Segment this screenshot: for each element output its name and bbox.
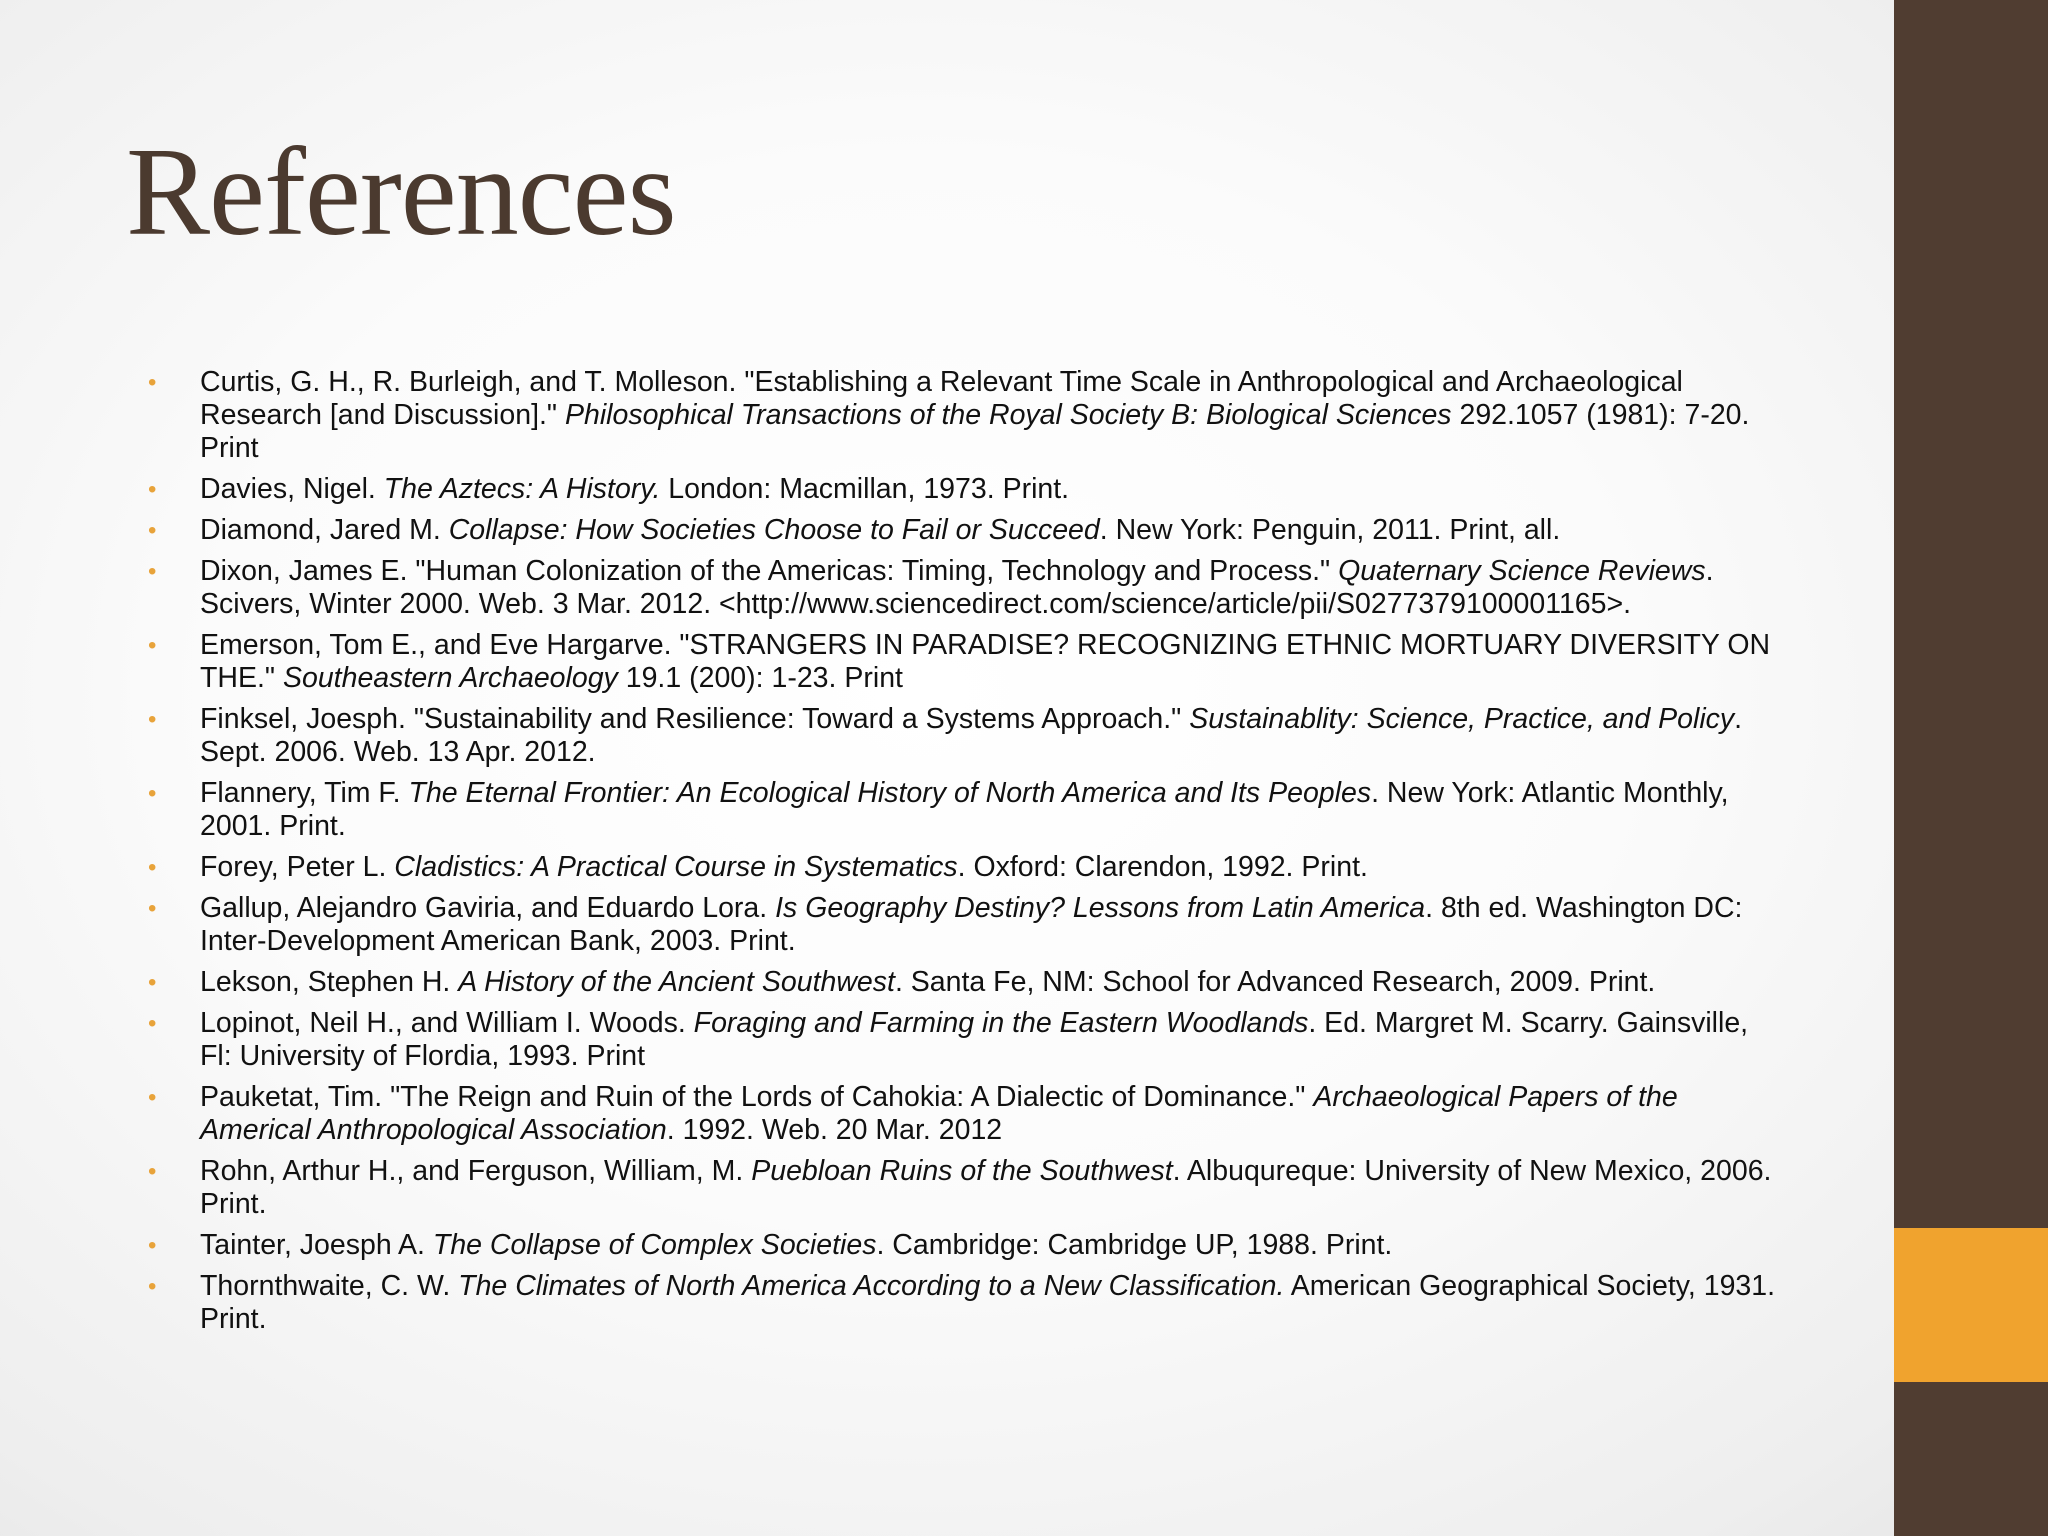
- bullet-icon: •: [148, 895, 157, 922]
- bullet-icon: •: [148, 706, 157, 733]
- reference-text: Curtis, G. H., R. Burleigh, and T. Molleson. "Establishing a Relevant Time Scale in Anthropological and Archaeological Research [and Discussion].": [200, 366, 1683, 431]
- reference-source-title: Southeastern Archaeology: [282, 662, 618, 694]
- reference-source-title: The Collapse of Complex Societies: [432, 1229, 877, 1261]
- reference-source-title: Foraging and Farming in the Eastern Woodlands: [693, 1007, 1309, 1039]
- reference-details: . Scivers, Winter 2000. Web. 3 Mar. 2012. <http://www.sciencedirect.com/science/article/pii/S0277379100001165>.: [200, 555, 1714, 620]
- reference-item: [148, 777, 1782, 843]
- side-accent-block: [1894, 1228, 2048, 1382]
- reference-item: [148, 1007, 1782, 1073]
- reference-text: Rohn, Arthur H., and Ferguson, William, M.: [200, 1155, 752, 1187]
- reference-source-title: The Eternal Frontier: An Ecological History of North America and Its Peoples: [408, 777, 1372, 809]
- reference-item: [148, 1270, 1782, 1336]
- slide-title: References: [126, 123, 676, 262]
- reference-details: . Cambridge: Cambridge UP, 1988. Print.: [876, 1229, 1393, 1261]
- reference-item: [148, 629, 1782, 695]
- reference-details: 292.1057 (1981): 7-20. Print: [200, 399, 1750, 464]
- reference-item: [148, 366, 1782, 465]
- reference-text: Flannery, Tim F.: [200, 777, 409, 809]
- reference-text: Finksel, Joesph. "Sustainability and Resilience: Toward a Systems Approach.": [200, 703, 1190, 735]
- reference-text: Emerson, Tom E., and Eve Hargarve. "STRANGERS IN PARADISE? RECOGNIZING ETHNIC MORTUARY DIVERSITY ON THE.": [200, 629, 1771, 694]
- bullet-icon: •: [148, 632, 157, 659]
- reference-text: Tainter, Joesph A.: [200, 1229, 433, 1261]
- reference-text: Dixon, James E. "Human Colonization of the Americas: Timing, Technology and Process.": [200, 555, 1339, 587]
- reference-source-title: Collapse: How Societies Choose to Fail or Succeed: [448, 514, 1100, 546]
- reference-item: [148, 1155, 1782, 1221]
- reference-item: [148, 851, 1782, 884]
- reference-details: . Oxford: Clarendon, 1992. Print.: [957, 851, 1368, 883]
- bullet-icon: •: [148, 780, 157, 807]
- reference-source-title: Quaternary Science Reviews: [1338, 555, 1706, 587]
- reference-details: . Santa Fe, NM: School for Advanced Research, 2009. Print.: [894, 966, 1656, 998]
- bullet-icon: •: [148, 854, 157, 881]
- bullet-icon: •: [148, 1273, 157, 1300]
- reference-source-title: Sustainablity: Science, Practice, and Policy: [1189, 703, 1735, 735]
- reference-item: [148, 1229, 1782, 1262]
- reference-item: [148, 966, 1782, 999]
- reference-source-title: Is Geography Destiny? Lessons from Latin America: [775, 892, 1426, 924]
- reference-source-title: The Climates of North America According to a New Classification.: [458, 1270, 1285, 1302]
- reference-source-title: A History of the Ancient Southwest: [458, 966, 895, 998]
- bullet-icon: •: [148, 1158, 157, 1185]
- bullet-icon: •: [148, 969, 157, 996]
- reference-details: American Geographical Society, 1931. Print.: [200, 1270, 1776, 1335]
- reference-details: . 8th ed. Washington DC: Inter-Development American Bank, 2003. Print.: [200, 892, 1743, 957]
- reference-item: [148, 1081, 1782, 1147]
- reference-item: [148, 703, 1782, 769]
- reference-source-title: The Aztecs: A History.: [383, 473, 661, 505]
- reference-list: [148, 366, 1782, 1344]
- reference-text: Davies, Nigel.: [200, 473, 384, 505]
- reference-details: . Ed. Margret M. Scarry. Gainsville, Fl: University of Flordia, 1993. Print: [200, 1007, 1749, 1072]
- bullet-icon: •: [148, 1084, 157, 1111]
- bullet-icon: •: [148, 1232, 157, 1259]
- reference-text: Diamond, Jared M.: [200, 514, 449, 546]
- reference-details: . 1992. Web. 20 Mar. 2012: [666, 1114, 1003, 1146]
- reference-text: Pauketat, Tim. "The Reign and Ruin of the Lords of Cahokia: A Dialectic of Dominance.": [200, 1081, 1314, 1113]
- reference-details: 19.1 (200): 1-23. Print: [617, 662, 903, 694]
- reference-text: Gallup, Alejandro Gaviria, and Eduardo Lora.: [200, 892, 776, 924]
- reference-item: [148, 514, 1782, 547]
- reference-details: . Albuqureque: University of New Mexico, 2006. Print.: [200, 1155, 1772, 1220]
- reference-details: . Sept. 2006. Web. 13 Apr. 2012.: [200, 703, 1743, 768]
- reference-text: Lekson, Stephen H.: [200, 966, 459, 998]
- reference-item: [148, 892, 1782, 958]
- reference-text: Thornthwaite, C. W.: [200, 1270, 459, 1302]
- bullet-icon: •: [148, 476, 157, 503]
- reference-details: London: Macmillan, 1973. Print.: [660, 473, 1070, 505]
- bullet-icon: •: [148, 369, 157, 396]
- reference-text: Forey, Peter L.: [200, 851, 395, 883]
- reference-source-title: Philosophical Transactions of the Royal Society B: Biological Sciences: [564, 399, 1452, 431]
- bullet-icon: •: [148, 1010, 157, 1037]
- reference-details: . New York: Penguin, 2011. Print, all.: [1099, 514, 1561, 546]
- reference-item: [148, 473, 1782, 506]
- reference-source-title: Cladistics: A Practical Course in Systematics: [394, 851, 958, 883]
- reference-item: [148, 555, 1782, 621]
- reference-source-title: Archaeological Papers of the Americal Anthropological Association: [200, 1081, 1678, 1146]
- reference-source-title: Puebloan Ruins of the Southwest: [751, 1155, 1173, 1187]
- bullet-icon: •: [148, 517, 157, 544]
- reference-text: Lopinot, Neil H., and William I. Woods.: [200, 1007, 694, 1039]
- bullet-icon: •: [148, 558, 157, 585]
- reference-details: . New York: Atlantic Monthly, 2001. Print.: [200, 777, 1729, 842]
